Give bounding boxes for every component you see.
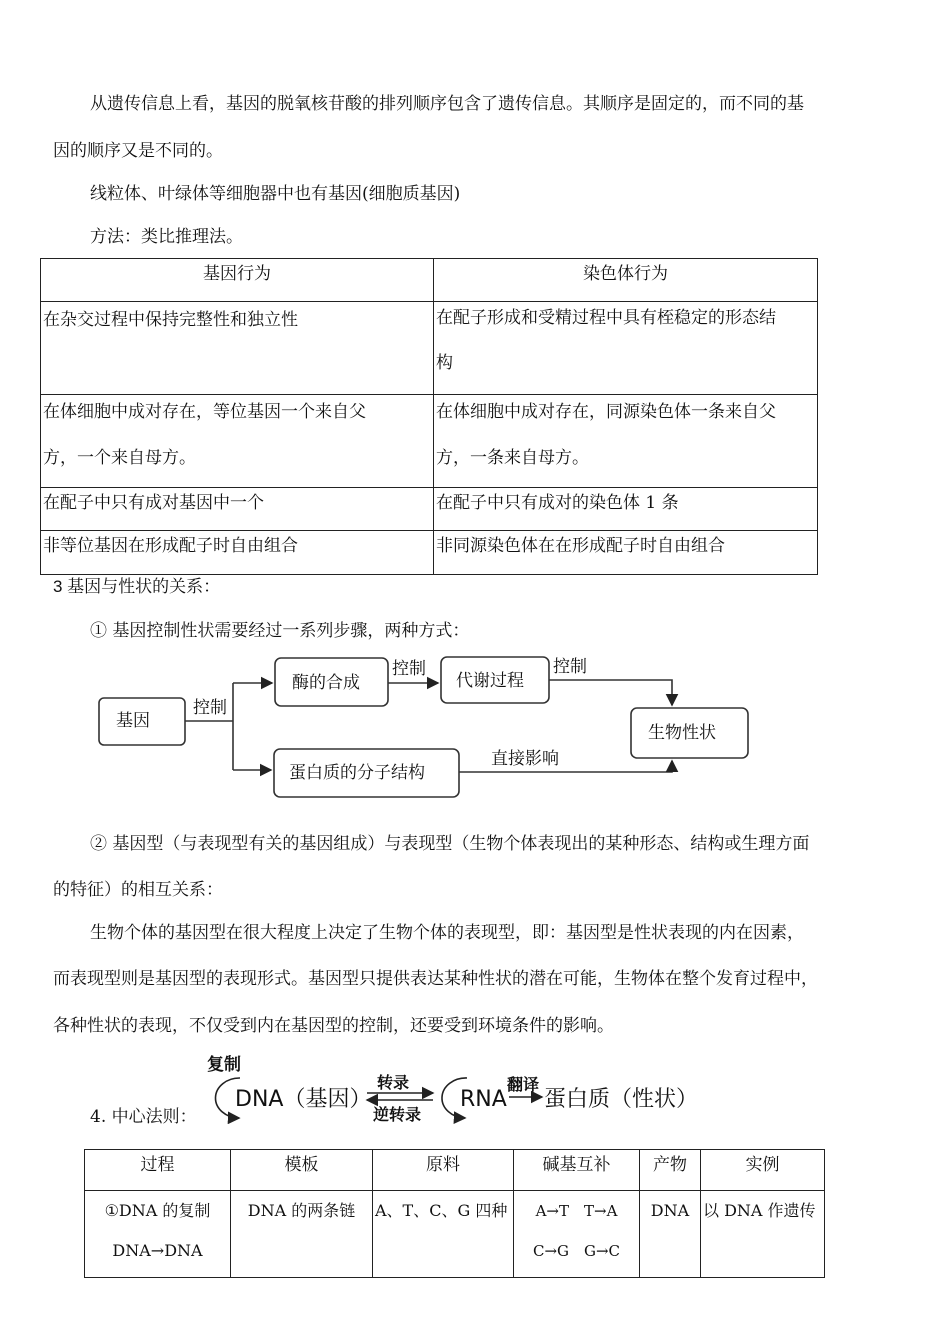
control-label-3: 控制 <box>553 657 587 677</box>
header-process: 过程 <box>85 1150 231 1191</box>
table-row <box>41 302 818 395</box>
cell-line: 在配子形成和受精过程中具有桎稳定的形态结 <box>436 308 776 328</box>
gene-label: 基因 <box>116 711 150 731</box>
table-cell: 在配子中只有成对基因中一个 <box>41 488 434 531</box>
cell-line: 方，一个来自母方。 <box>43 448 196 468</box>
table-cell: DNA <box>640 1191 701 1278</box>
table-row <box>41 395 818 488</box>
table-cell: 在杂交过程中保持完整性和独立性 <box>41 302 434 395</box>
paragraph-organelle-genes: 线粒体、叶绿体等细胞器中也有基因(细胞质基因) <box>90 184 461 204</box>
section-4-title: 4. 中心法则： <box>90 1107 197 1127</box>
item-2-line-2: 的特征）的相互关系： <box>53 880 223 900</box>
table-cell: 非等位基因在形成配子时自由组合 <box>41 531 434 575</box>
paragraph-genotype-3: 各种性状的表现，不仅受到内在基因型的控制，还要受到环境条件的影响。 <box>53 1016 614 1036</box>
cell-line: ①DNA 的复制 <box>104 1201 211 1220</box>
cell-line: A→T T→A <box>535 1202 618 1220</box>
protein-trait-label: 蛋白质（性状） <box>544 1087 699 1112</box>
cell-line: 在体细胞中成对存在，等位基因一个来自父 <box>43 402 366 422</box>
translation-label: 翻译 <box>507 1075 540 1094</box>
header-material: 原料 <box>373 1150 514 1191</box>
header-chromosome-behavior: 染色体行为 <box>434 259 818 302</box>
table-cell: DNA 的两条链 <box>231 1191 373 1278</box>
rna-label: RNA <box>460 1087 507 1112</box>
table-header-row <box>41 259 818 302</box>
table-cell <box>85 1191 231 1278</box>
metabolism-label: 代谢过程 <box>456 671 524 691</box>
gene-chromosome-table <box>40 258 818 575</box>
cell-line: DNA→DNA <box>112 1241 203 1260</box>
paragraph-genetic-info-2: 因的顺序又是不同的。 <box>53 141 223 161</box>
direct-effect-label: 直接影响 <box>491 749 559 769</box>
table-cell: 以 DNA 作遗传 <box>701 1191 825 1278</box>
table-cell <box>434 302 818 395</box>
table-row <box>85 1191 825 1278</box>
header-template: 模板 <box>231 1150 373 1191</box>
item-1-text: ① 基因控制性状需要经过一系列步骤，两种方式： <box>90 621 470 641</box>
replication-label: 复制 <box>207 1055 241 1075</box>
paragraph-genotype-2: 而表现型则是基因型的表现形式。基因型只提供表达某种性状的潜在可能，生物体在整个发育过程中， <box>53 969 818 989</box>
table-cell: 在配子中只有成对的染色体 1 条 <box>434 488 818 531</box>
transcription-label: 转录 <box>377 1073 410 1092</box>
protein-structure-label: 蛋白质的分子结构 <box>289 763 425 783</box>
dna-gene-label: DNA（基因） <box>235 1087 372 1112</box>
cell-line: 在体细胞中成对存在，同源染色体一条来自父 <box>436 402 776 422</box>
paragraph-genotype-1: 生物个体的基因型在很大程度上决定了生物个体的表现型，即：基因型是性状表现的内在因素， <box>90 923 804 943</box>
header-gene-behavior: 基因行为 <box>41 259 434 302</box>
table-row <box>41 531 818 575</box>
table-cell <box>434 395 818 488</box>
section-3-title: 3 基因与性状的关系： <box>53 577 221 596</box>
gene-trait-flow-diagram <box>0 650 950 810</box>
table-cell: A、T、C、G 四种 <box>373 1191 514 1278</box>
table-cell <box>514 1191 640 1278</box>
central-dogma-table <box>84 1149 825 1278</box>
table-header-row <box>85 1150 825 1191</box>
cell-line: 构 <box>436 353 453 373</box>
trait-label: 生物性状 <box>648 723 716 743</box>
header-base-pairing: 碱基互补 <box>514 1150 640 1191</box>
header-product: 产物 <box>640 1150 701 1191</box>
reverse-transcription-label: 逆转录 <box>373 1105 422 1124</box>
cell-line: 方，一条来自母方。 <box>436 448 589 468</box>
table-cell <box>41 395 434 488</box>
table-row <box>41 488 818 531</box>
paragraph-method: 方法：类比推理法。 <box>90 227 243 247</box>
cell-line: C→G G→C <box>532 1242 621 1260</box>
central-dogma-diagram <box>195 1050 715 1125</box>
paragraph-genetic-info-1: 从遗传信息上看，基因的脱氧核苷酸的排列顺序包含了遗传信息。其顺序是固定的，而不同的基 <box>90 94 804 114</box>
table-cell: 非同源染色体在在形成配子时自由组合 <box>434 531 818 575</box>
control-label-1: 控制 <box>193 698 227 718</box>
control-label-2: 控制 <box>392 659 426 679</box>
item-2-line-1: ② 基因型（与表现型有关的基因组成）与表现型（生物个体表现出的某种形态、结构或生理方面 <box>90 834 810 854</box>
header-example: 实例 <box>701 1150 825 1191</box>
enzyme-label: 酶的合成 <box>292 673 360 693</box>
